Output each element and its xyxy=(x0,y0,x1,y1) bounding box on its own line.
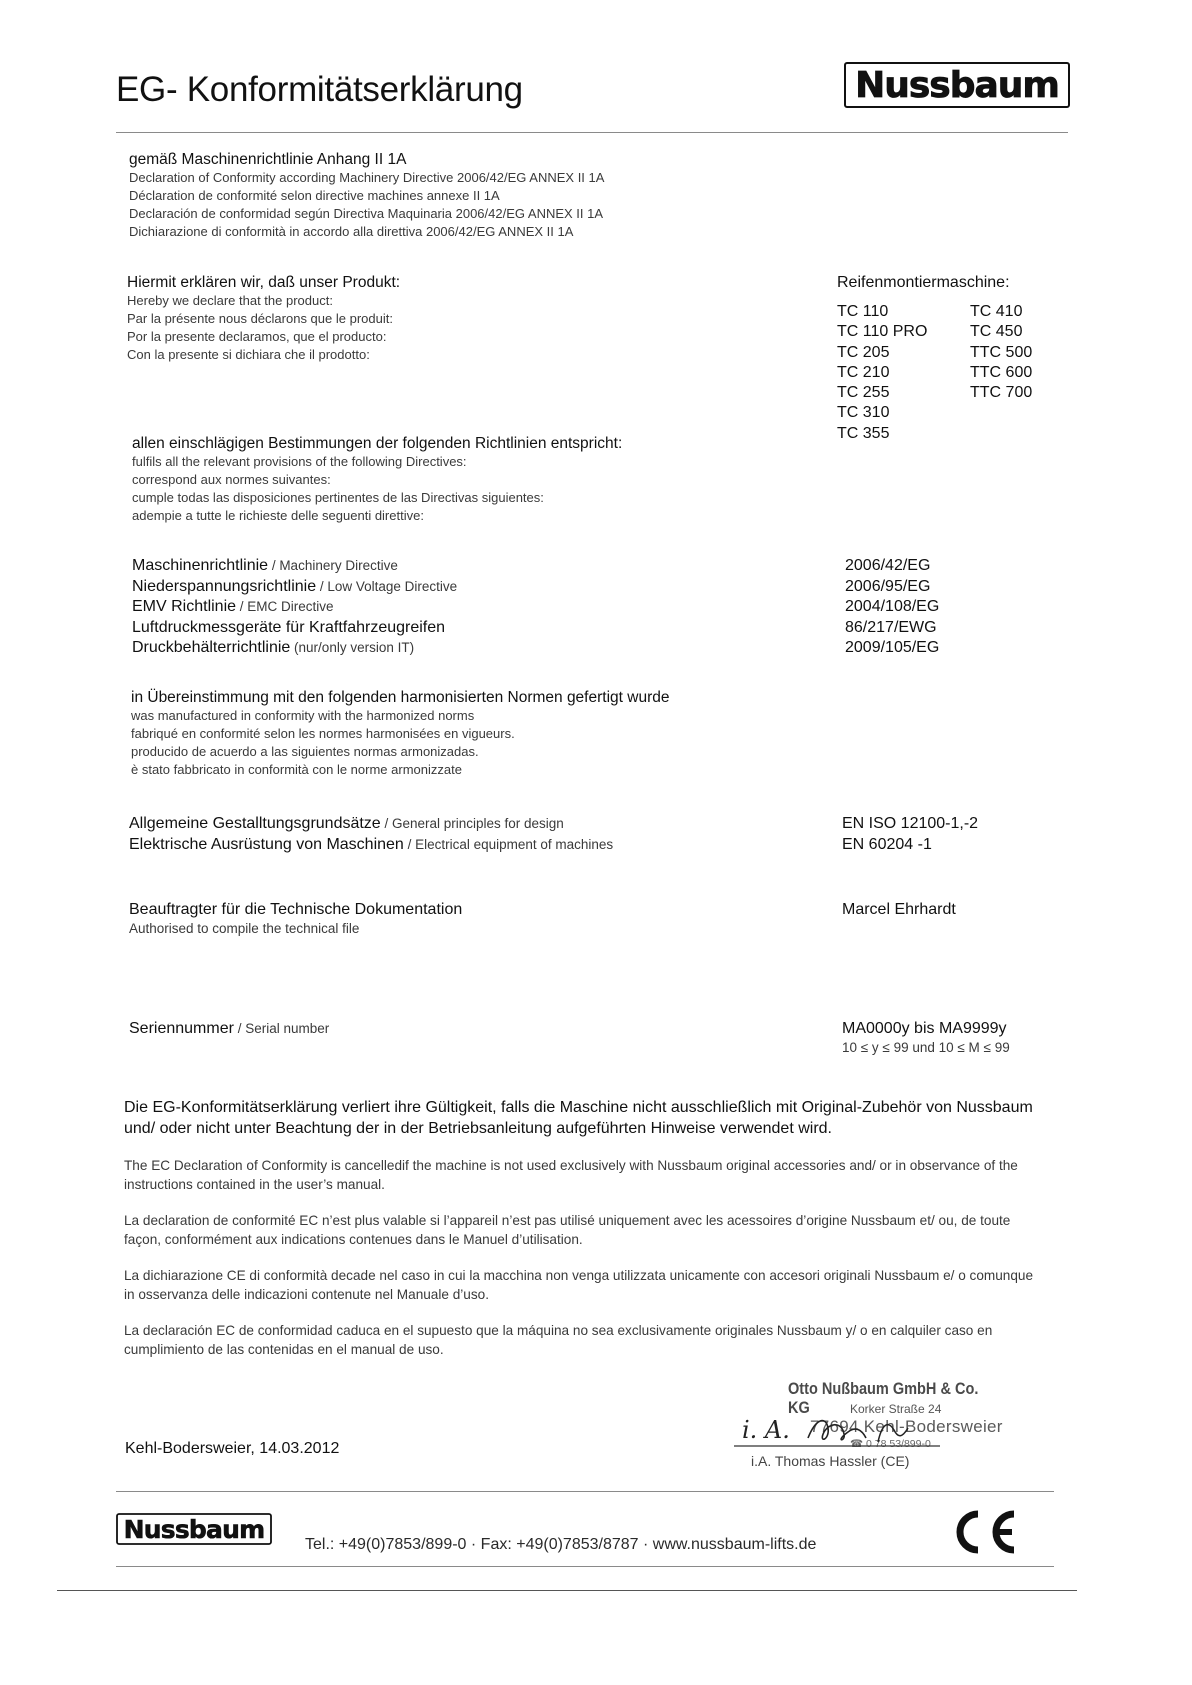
serial-label: Seriennummer xyxy=(129,1020,234,1037)
model-item: TC 410 xyxy=(970,303,1023,320)
product-line: Par la présente nous déclarons que le produit: xyxy=(127,311,393,326)
product-line: Con la presente si dichiara che il prodotto: xyxy=(127,347,370,362)
product-block xyxy=(127,274,400,364)
directive-sub: / Machinery Directive xyxy=(268,558,398,573)
norms-block xyxy=(131,689,669,779)
provisions-line: fulfils all the relevant provisions of the following Directives: xyxy=(132,454,467,469)
signature-scribble xyxy=(730,1408,960,1454)
signer-name: i.A. Thomas Hassler (CE) xyxy=(751,1453,910,1469)
provisions-line: correspond aux normes suivantes: xyxy=(132,472,331,487)
directive-sub: / Low Voltage Directive xyxy=(316,578,458,594)
company-stamp xyxy=(722,1380,1022,1470)
norm-name: Elektrische Ausrüstung von Maschinen xyxy=(129,835,404,853)
directive-line: Declaración de conformidad según Directiva Maquinaria 2006/42/EG ANNEX II 1A xyxy=(129,206,604,221)
directive-row xyxy=(132,577,457,598)
product-line: Por la presente declaramos, que el producto: xyxy=(127,329,387,344)
norms-line: è stato fabbricato in conformità con le norme armonizzate xyxy=(131,762,462,777)
svg-text:Nussbaum: Nussbaum xyxy=(123,1515,265,1544)
serial-sub: / Serial number xyxy=(233,1021,330,1036)
directive-code: 86/217/EWG xyxy=(845,618,937,636)
validity-de: Die EG-Konformitätserklärung verliert ihre Gültigkeit, falls die Maschine nicht ausschließlich mit Original-Zubehör von Nussbaum und/ oder nicht unter Beachtung der in der Betriebsanleitung aufgeführten Hinweise verwendet wird. xyxy=(124,1099,1033,1137)
technical-heading: Beauftragter für die Technische Dokumentation xyxy=(129,901,463,918)
footer-contact: Tel.: +49(0)7853/899-0 · Fax: +49(0)7853/8787 · www.nussbaum-lifts.de xyxy=(305,1536,817,1553)
product-heading: Hiermit erklären wir, daß unser Produkt: xyxy=(127,274,401,291)
signature-prefix: i. A. xyxy=(742,1416,790,1444)
serial-value: MA0000y bis MA9999y xyxy=(842,1020,1007,1037)
technical-person: Marcel Ehrhardt xyxy=(842,901,956,918)
directive-code: 2004/108/EG xyxy=(845,598,940,615)
directive-sub: / EMC Directive xyxy=(236,599,334,614)
norms-line: producido de acuerdo a las siguientes normas armonizadas. xyxy=(131,744,479,759)
model-item: TC 355 xyxy=(837,424,890,442)
directive-name: Druckbehälterrichtlinie xyxy=(132,639,291,656)
directive-row xyxy=(132,618,457,639)
norms-line: fabriqué en conformité selon les normes harmonisées en vigueurs. xyxy=(131,726,515,741)
model-item: TC 205 xyxy=(837,343,890,361)
directive-heading: gemäß Maschinenrichtlinie Anhang II 1A xyxy=(129,151,407,168)
provisions-block xyxy=(132,435,622,525)
technical-block xyxy=(129,900,462,936)
directive-row xyxy=(132,597,457,618)
serial-values xyxy=(842,1019,1010,1055)
validity-fr: La declaration de conformité EC n’est plus valable si l’appareil n’est pas utilisé uniquement avec les acessoires d’origine Nussbaum et/ ou, de toute façon, conformément aux indications contenues dans le Manuel d’utilisation. xyxy=(124,1213,1011,1247)
norms-line: was manufactured in conformity with the harmonized norms xyxy=(131,708,475,723)
directive-code: 2006/95/EG xyxy=(845,577,931,595)
validity-es: La declaración EC de conformidad caduca en el supuesto que la máquina no sea exclusivamente originales Nussbaum y/ o en calquiler caso en cumplimiento de las contenidas en el manual de uso. xyxy=(124,1323,993,1357)
directive-sub: (nur/only version IT) xyxy=(290,640,415,655)
header-divider xyxy=(116,132,1068,133)
model-item: TC 255 xyxy=(837,384,890,402)
directive-name: Luftdruckmessgeräte für Kraftfahrzeugreifen xyxy=(132,618,446,636)
stamp-street: Korker Straße 24 xyxy=(850,1402,942,1416)
model-item: TC 110 xyxy=(837,303,889,320)
footer-divider-mid xyxy=(116,1566,1054,1567)
directive-name: EMV Richtlinie xyxy=(132,598,237,615)
directives-list xyxy=(132,556,457,659)
model-list xyxy=(837,302,1050,444)
provisions-heading: allen einschlägigen Bestimmungen der folgenden Richtlinien entspricht: xyxy=(132,435,623,452)
footer-divider-top xyxy=(116,1491,1054,1492)
product-type: Reifenmontiermaschine: xyxy=(837,274,1010,291)
directive-row xyxy=(132,556,457,577)
model-item: TTC 700 xyxy=(970,384,1033,402)
stamp-company: Otto Nußbaum GmbH & Co. KG xyxy=(788,1380,979,1417)
model-item: TTC 600 xyxy=(970,363,1033,381)
norm-sub: / General principles for design xyxy=(380,816,564,831)
product-line: Hereby we declare that the product: xyxy=(127,293,333,308)
directive-line: Dichiarazione di conformità in accordo alla direttiva 2006/42/EG ANNEX II 1A xyxy=(129,224,574,239)
norm-sub: / Electrical equipment of machines xyxy=(403,836,614,852)
stamp-city: 77694 Kehl-Bodersweier xyxy=(810,1417,1003,1436)
model-item: TC 310 xyxy=(837,404,890,422)
norm-code: EN 60204 -1 xyxy=(842,835,932,853)
directive-name: Niederspannungsrichtlinie xyxy=(132,577,317,595)
norm-codes xyxy=(842,814,978,855)
page-bottom-rule xyxy=(57,1590,1077,1591)
directive-line: Déclaration de conformité selon directive machines annexe II 1A xyxy=(129,188,500,203)
model-item: TC 210 xyxy=(837,363,890,381)
provisions-line: cumple todas las disposiciones pertinentes de las Directivas siguientes: xyxy=(132,490,544,505)
technical-sub: Authorised to compile the technical file xyxy=(129,920,360,936)
validity-en: The EC Declaration of Conformity is cancelledif the machine is not used exclusively with Nussbaum original accessories and/ or in observance of the instructions contained in the user’s manual. xyxy=(124,1158,1018,1192)
directive-codes xyxy=(845,556,939,659)
norms-heading: in Übereinstimmung mit den folgenden harmonisierten Normen gefertigt wurde xyxy=(131,689,670,706)
document-title: EG- Konformitätserklärung xyxy=(116,70,523,109)
directive-code: 2009/105/EG xyxy=(845,639,940,656)
serial-row xyxy=(129,1019,329,1040)
footer-logo xyxy=(116,1513,272,1545)
provisions-line: adempie a tutte le richieste delle seguenti direttive: xyxy=(132,508,424,523)
model-item: TC 450 xyxy=(970,323,1023,341)
directive-name: Maschinenrichtlinie xyxy=(132,557,269,574)
stamp-phone: ☎ 0 78 53/899-0 xyxy=(850,1438,931,1450)
serial-range: 10 ≤ y ≤ 99 und 10 ≤ M ≤ 99 xyxy=(842,1039,1010,1055)
norm-name: Allgemeine Gestalltungsgrundsätze xyxy=(129,815,381,832)
directive-line: Declaration of Conformity according Machinery Directive 2006/42/EG ANNEX II 1A xyxy=(129,170,605,185)
norm-code: EN ISO 12100-1,-2 xyxy=(842,815,979,832)
directive-code: 2006/42/EG xyxy=(845,557,931,574)
svg-text:Nussbaum: Nussbaum xyxy=(855,65,1059,106)
norms-list xyxy=(129,814,613,855)
place-date: Kehl-Bodersweier, 14.03.2012 xyxy=(125,1440,340,1457)
norm-row xyxy=(129,835,613,856)
directive-row xyxy=(132,638,457,659)
norm-row xyxy=(129,814,613,835)
model-item: TTC 500 xyxy=(970,343,1033,361)
model-item: TC 110 PRO xyxy=(837,323,928,341)
nussbaum-logo xyxy=(844,62,1070,108)
directive-block xyxy=(129,151,604,241)
validity-it: La dichiarazione CE di conformità decade nel caso in cui la macchina non venga utilizzata unicamente con accesori originali Nussbaum e/ o comunque in osservanza delle indicazioni contenute nel Manuale d’uso. xyxy=(124,1268,1034,1302)
ce-mark-icon xyxy=(946,1508,1018,1556)
